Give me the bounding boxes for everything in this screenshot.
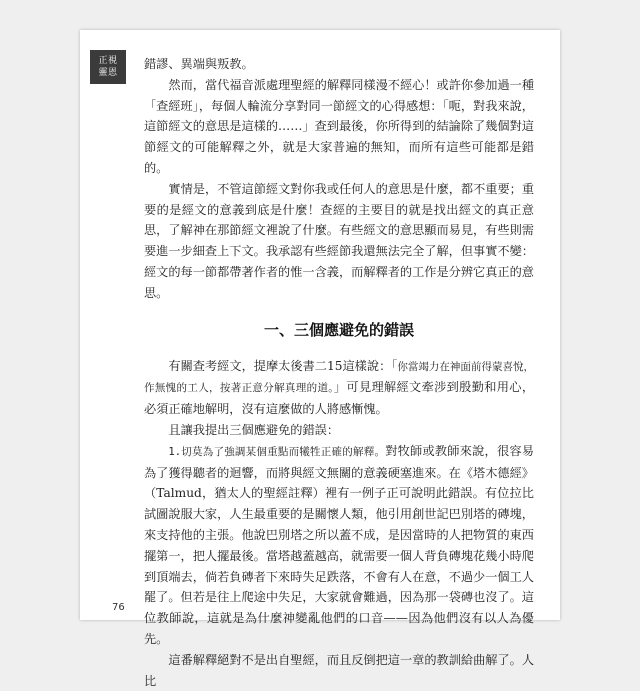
paragraph: 這番解釋絕對不是出自聖經，而且反倒把這一章的教訓給曲解了。人比 bbox=[144, 652, 535, 688]
chapter-tab-line1: 正視 bbox=[98, 56, 118, 66]
scripture-quote: 你當竭力在神面前得蒙喜悅，作無愧的工人，按著正意分解真理的道。 bbox=[144, 360, 534, 395]
paragraph-point-1 bbox=[144, 441, 534, 650]
section-heading: 一、三個應避免的錯誤 bbox=[263, 320, 414, 339]
paragraph-scripture bbox=[144, 356, 534, 420]
page-number: 76 bbox=[112, 602, 125, 613]
paragraph: 實情是，不管這節經文對你我或任何人的意思是什麼，都不重要；重要的是經文的意義到底是什麼！查經的主要目的就是找出經文的真正意思，了解神在那節經文裡說了什麼。有些經文的意思顯而易見，有些則需要進一步細查上下文。我承認有些經節我還無法完全了解，但事實不變：經文的每一節都帶著作者的惟一含義，而解釋者的工作是分辨它真正的意思。 bbox=[144, 181, 535, 300]
paragraph: 且讓我提出三個應避免的錯誤： bbox=[168, 422, 340, 437]
paragraph-continued: 錯謬、異端與叛教。 bbox=[144, 57, 254, 71]
paragraph-text: 有關查考經文，提摩太後書二15這樣說：「 bbox=[168, 358, 398, 373]
point-title: 1.切莫為了強調某個重點而犧牲正確的解釋。 bbox=[168, 445, 386, 458]
paragraph-text: 對牧師或教師來說，很容易為了獲得聽者的迴響，而將與經文無關的意義硬塞進來。在《塔木德經》（Talmud，猶太人的聖經註釋）裡有一例子正可說明此錯誤。有位拉比試圖說服大家，人生最重要的是關懷人類，他引用創世記巴別塔的磚塊，來支持他的主張。他說巴別塔之所以蓋不成，是因當時的人把物質的東西擺第一，把人擺最後。當塔越蓋越高，就需要一個人背負磚塊花幾小時爬到頂端去，倘若負磚者下來時失足跌落，不會有人在意，不過少一個工人罷了。但若是往上爬途中失足，大家就會難過，因為那一袋磚也沒了。這位教師說，這就是為什麼神變亂他們的口音——因為他們沒有以人為優先。 bbox=[144, 443, 534, 646]
chapter-tab bbox=[90, 50, 126, 84]
book-page bbox=[80, 30, 560, 688]
page-body bbox=[144, 54, 534, 691]
paragraph-text: 」可見理解經文牽涉到殷勤和用心，必須正確地解明，沒有這麼做的人將感慚愧。 bbox=[144, 380, 535, 417]
paragraph: 然而，當代福音派處理聖經的解釋同樣漫不經心！或許你參加過一種「查經班」，每個人輪流分享對同一節經文的心得感想：「呃，對我來說，這節經文的意思是這樣的……」查到最後，你所得到的結論除了幾個對這節經文的可能解釋之外，就是大家普遍的無知，而所有這些可能都是錯的。 bbox=[144, 77, 535, 175]
chapter-tab-line2: 靈恩 bbox=[98, 68, 118, 78]
